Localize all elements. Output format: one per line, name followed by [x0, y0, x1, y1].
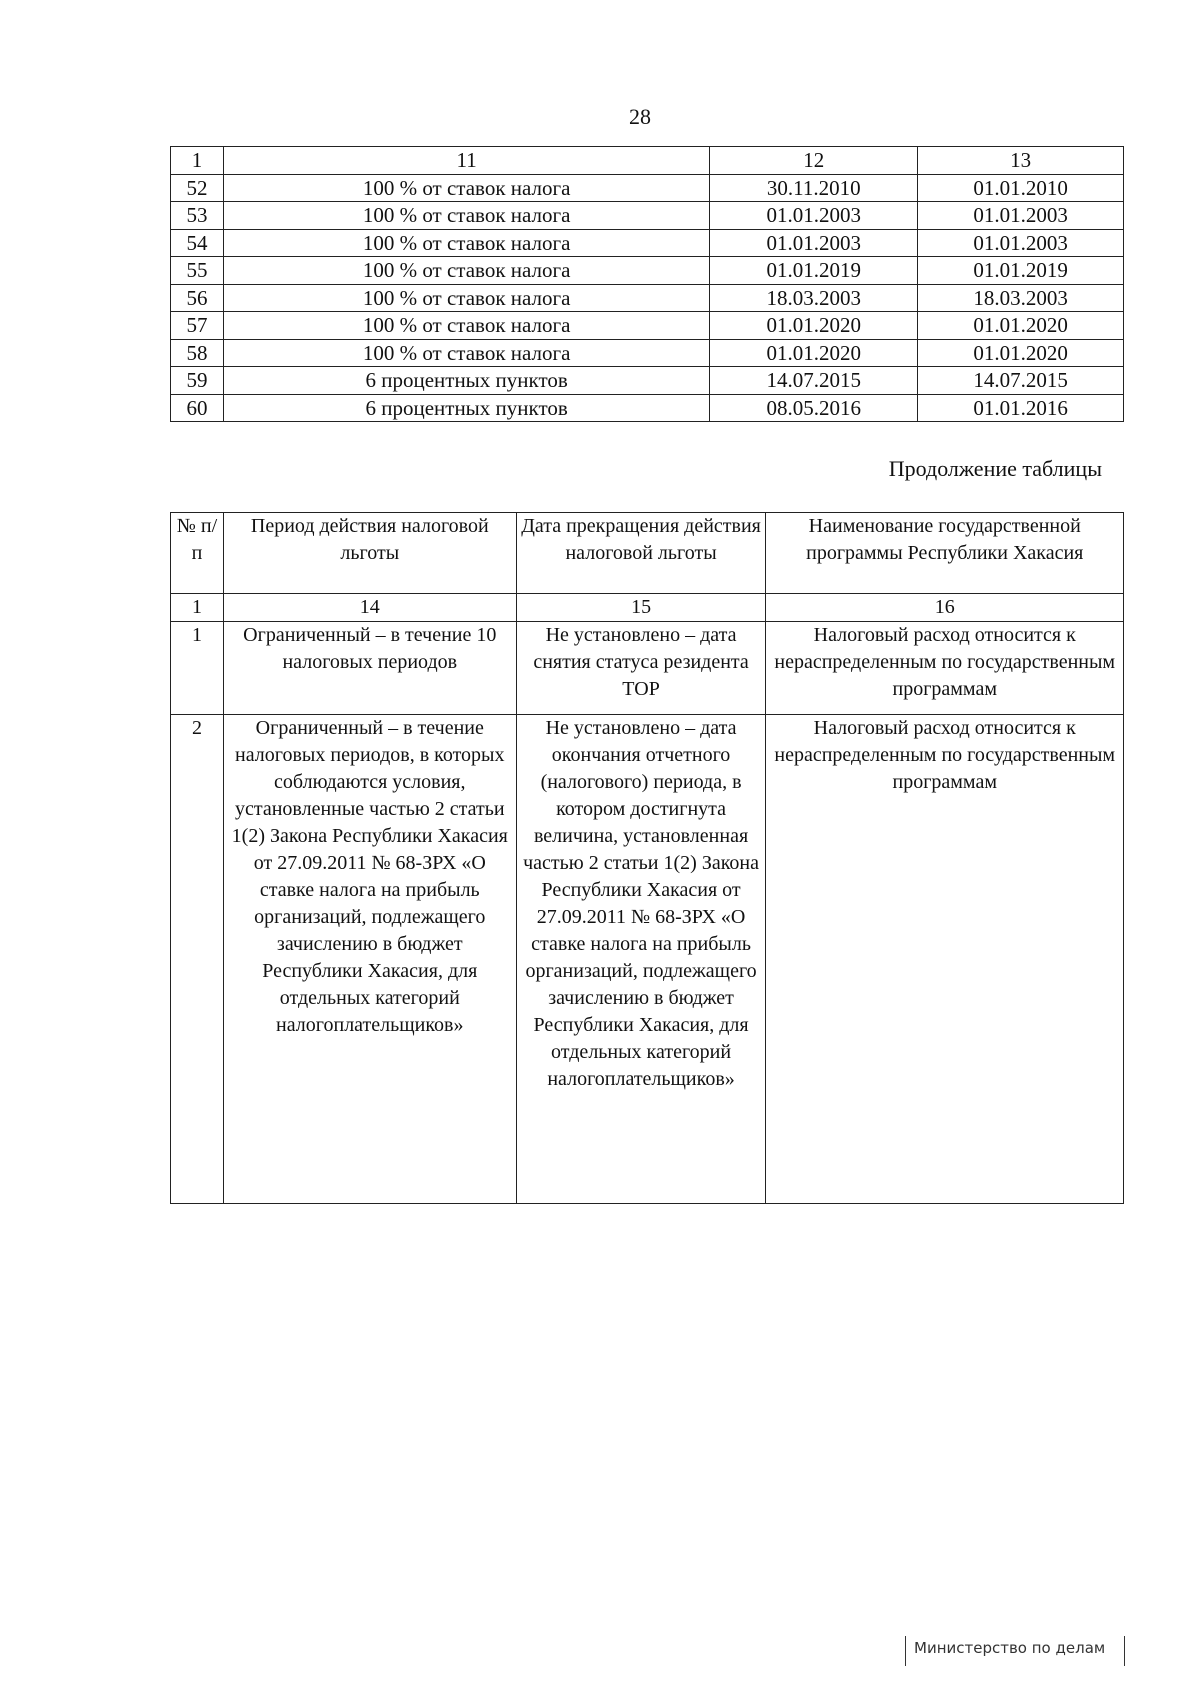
table-cell: 1 — [171, 147, 224, 175]
table-index-row — [171, 147, 1124, 175]
table-row — [171, 394, 1124, 422]
table-cell: 08.05.2016 — [710, 394, 918, 422]
table-row — [171, 229, 1124, 257]
table-cell: 30.11.2010 — [710, 174, 918, 202]
table-cell: 6 процентных пунктов — [223, 394, 709, 422]
table-row — [171, 312, 1124, 340]
table-cell: 52 — [171, 174, 224, 202]
table-cell: 13 — [918, 147, 1124, 175]
table-row — [171, 715, 1124, 1204]
table-cell: 2 — [171, 715, 224, 1204]
table-cell: 55 — [171, 257, 224, 285]
table-cell: 100 % от ставок налога — [223, 257, 709, 285]
table-row — [171, 202, 1124, 230]
table-cell: 01.01.2003 — [710, 202, 918, 230]
table-cell: 6 процентных пунктов — [223, 367, 709, 395]
page-number: 28 — [629, 104, 651, 129]
table-cell: 100 % от ставок налога — [223, 229, 709, 257]
table-cell: 100 % от ставок налога — [223, 312, 709, 340]
table-cell: 59 — [171, 367, 224, 395]
table-cell: 01.01.2016 — [918, 394, 1124, 422]
table-cell: 15 — [516, 594, 766, 622]
table-cell: 01.01.2020 — [918, 339, 1124, 367]
table-cell: 01.01.2020 — [918, 312, 1124, 340]
table-cell: 14 — [223, 594, 516, 622]
table-cell: 100 % от ставок налога — [223, 202, 709, 230]
table-cell: 01.01.2003 — [710, 229, 918, 257]
table-header-row — [171, 513, 1124, 594]
benefits-table-continuation — [170, 512, 1124, 1204]
column-header-end-date: Дата прекращения действия налоговой льготы — [516, 513, 766, 594]
table-cell: 100 % от ставок налога — [223, 339, 709, 367]
column-header-program: Наименование государственной программы Республики Хакасия — [766, 513, 1124, 594]
table-cell: Не установлено – дата снятия статуса резидента ТОР — [516, 622, 766, 715]
table-row — [171, 174, 1124, 202]
column-header-number: № п/п — [171, 513, 224, 594]
table-cell: 01.01.2019 — [918, 257, 1124, 285]
table-cell: Налоговый расход относится к нераспределенным по государственным программам — [766, 715, 1124, 1204]
table-cell: 01.01.2010 — [918, 174, 1124, 202]
table-cell: 12 — [710, 147, 918, 175]
table-cell: 53 — [171, 202, 224, 230]
table-cell: 57 — [171, 312, 224, 340]
table-index-row — [171, 594, 1124, 622]
table-cell: 16 — [766, 594, 1124, 622]
column-header-period: Период действия налоговой льготы — [223, 513, 516, 594]
table-cell: 60 — [171, 394, 224, 422]
table-cell: 100 % от ставок налога — [223, 174, 709, 202]
table-cell: 14.07.2015 — [918, 367, 1124, 395]
table-cell: 11 — [223, 147, 709, 175]
table-cell: 56 — [171, 284, 224, 312]
table-cell: 01.01.2003 — [918, 202, 1124, 230]
table-cell: Не установлено – дата окончания отчетного (налогового) периода, в котором достигнута величина, установленная частью 2 статьи 1(2) Закона Республики Хакасия от 27.09.2011 № 68-ЗРХ «О ставке налога на прибыль организаций, подлежащего зачислению в бюджет Республики Хакасия, для отдельных категорий налогоплательщиков» — [516, 715, 766, 1204]
continuation-label: Продолжение таблицы — [888, 456, 1102, 481]
table-cell: 01.01.2003 — [918, 229, 1124, 257]
table-cell: 01.01.2020 — [710, 312, 918, 340]
table-cell: 1 — [171, 594, 224, 622]
table-cell: 01.01.2020 — [710, 339, 918, 367]
table-cell: 58 — [171, 339, 224, 367]
table-cell: 18.03.2003 — [918, 284, 1124, 312]
table-cell: 1 — [171, 622, 224, 715]
table-row — [171, 622, 1124, 715]
benefits-table-part — [170, 146, 1124, 422]
table-cell: 100 % от ставок налога — [223, 284, 709, 312]
table-row — [171, 367, 1124, 395]
table-cell: 14.07.2015 — [710, 367, 918, 395]
table-cell: 54 — [171, 229, 224, 257]
table-cell: 18.03.2003 — [710, 284, 918, 312]
table-row — [171, 339, 1124, 367]
table-row — [171, 257, 1124, 285]
table-cell: 01.01.2019 — [710, 257, 918, 285]
ministry-stamp: Министерство по делам — [905, 1636, 1125, 1666]
table-row — [171, 284, 1124, 312]
table-cell: Ограниченный – в течение налоговых периодов, в которых соблюдаются условия, установленные частью 2 статьи 1(2) Закона Республики Хакасия от 27.09.2011 № 68-ЗРХ «О ставке налога на прибыль организаций, подлежащего зачислению в бюджет Республики Хакасия, для отдельных категорий налогоплательщиков» — [223, 715, 516, 1204]
table-cell: Налоговый расход относится к нераспределенным по государственным программам — [766, 622, 1124, 715]
table-cell: Ограниченный – в течение 10 налоговых периодов — [223, 622, 516, 715]
